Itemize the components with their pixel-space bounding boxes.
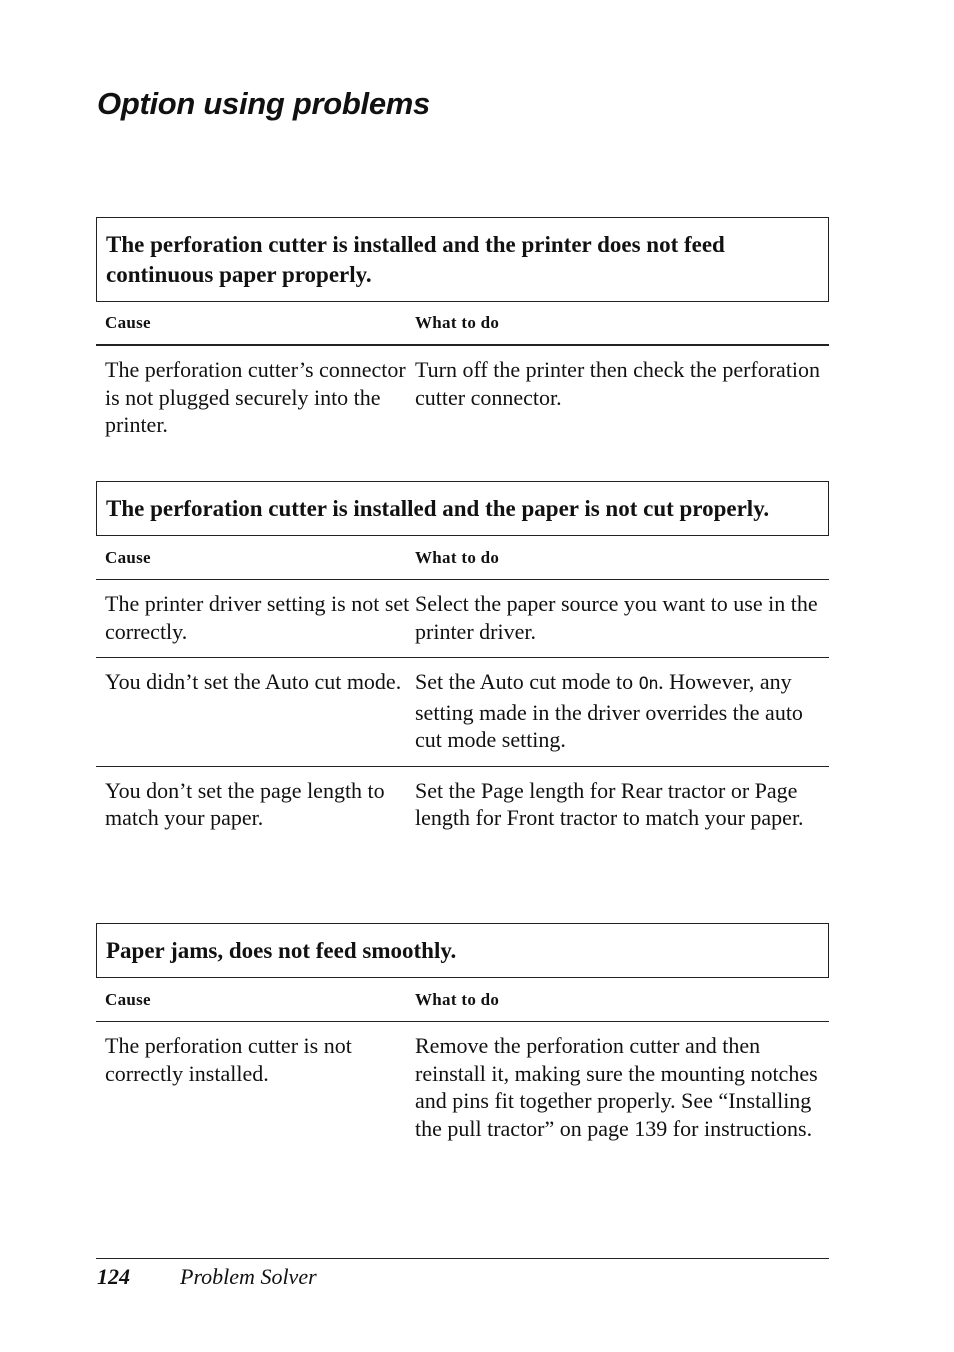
what-to-do-cell: [414, 658, 829, 766]
cause-cell: You didn’t set the Auto cut mode.: [105, 669, 402, 694]
section-cutter-not-cut: [96, 481, 829, 844]
what-to-do-text: . However, any setting made in the driver overrides the auto cut mode setting.: [415, 669, 803, 752]
section-header: The perforation cutter is installed and the paper is not cut properly.: [96, 481, 829, 536]
column-header-what-to-do: What to do: [415, 547, 500, 567]
section-header: Paper jams, does not feed smoothly.: [96, 923, 829, 978]
what-to-do-cell: Remove the perforation cutter and then reinstall it, making sure the mounting notches and pins fit together properly. See “Installing the pull tractor” on page 139 for instructions.: [415, 1033, 818, 1141]
what-to-do-cell: Turn off the printer then check the perforation cutter connector.: [415, 357, 821, 410]
section-paper-jams: [96, 923, 829, 1154]
section-header: The perforation cutter is installed and the printer does not feed continuous paper properly.: [96, 217, 829, 302]
column-header-cause: Cause: [105, 547, 151, 567]
table-row: [96, 346, 829, 451]
section-cutter-feed: [96, 217, 829, 451]
column-header-row: [96, 302, 829, 346]
page-title: Option using problems: [97, 86, 430, 121]
lcd-on-setting: On: [638, 674, 659, 694]
what-to-do-cell: Select the paper source you want to use in the printer driver.: [415, 591, 818, 644]
table-row: [96, 580, 829, 658]
column-header-cause: Cause: [105, 313, 151, 332]
column-header-row: [96, 978, 829, 1022]
column-header-row: [96, 536, 829, 580]
footer-section-label: Problem Solver: [180, 1264, 317, 1289]
footer-divider: [96, 1258, 829, 1259]
what-to-do-text: Set the Auto cut mode to: [415, 669, 639, 694]
cause-cell: The perforation cutter is not correctly installed.: [105, 1033, 352, 1086]
what-to-do-cell: Set the Page length for Rear tractor or Page length for Front tractor to match your paper.: [415, 777, 804, 830]
column-header-cause: Cause: [105, 989, 151, 1009]
table-row: [96, 658, 829, 767]
table-row: [96, 767, 829, 844]
cause-cell: The printer driver setting is not set correctly.: [105, 591, 410, 644]
cause-cell: You don’t set the page length to match your paper.: [105, 777, 385, 830]
cause-cell: The perforation cutter’s connector is not plugged securely into the printer.: [105, 357, 406, 437]
table-row: [96, 1022, 829, 1154]
column-header-what-to-do: What to do: [415, 989, 500, 1009]
footer-page-number: 124: [97, 1264, 130, 1289]
column-header-what-to-do: What to do: [415, 313, 500, 332]
